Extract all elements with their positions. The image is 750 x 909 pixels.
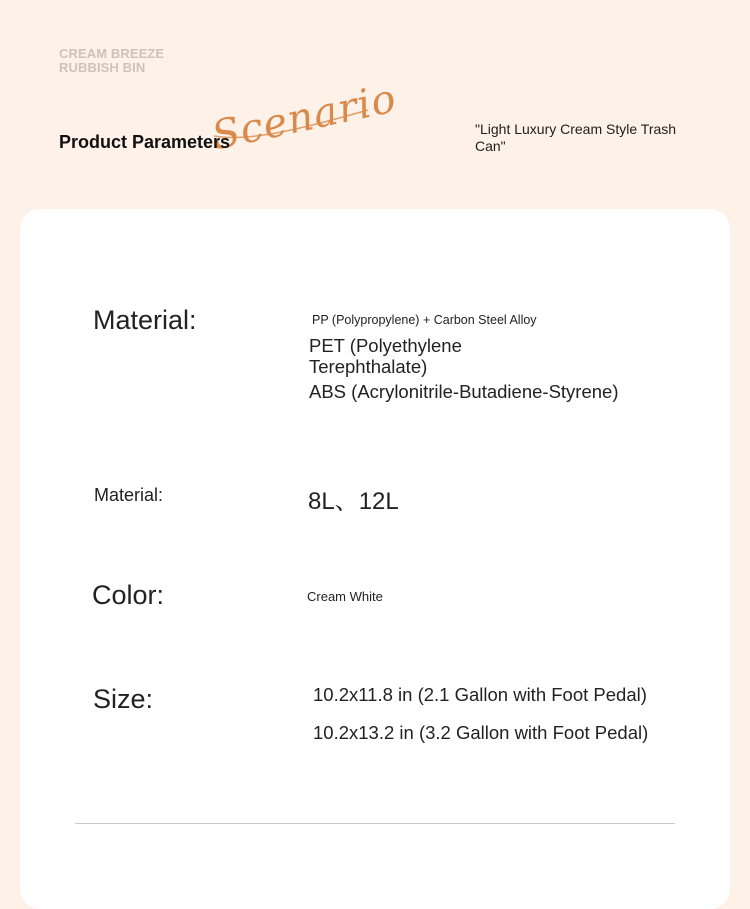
color-value: Cream White bbox=[307, 589, 383, 604]
scenario-script-logo bbox=[208, 75, 401, 160]
material-value-2a: PET (Polyethylene bbox=[309, 335, 462, 356]
material-value-2b: Terephthalate) bbox=[309, 356, 428, 377]
size-value-1: 10.2x11.8 in (2.1 Gallon with Foot Pedal) bbox=[313, 684, 647, 705]
divider bbox=[75, 823, 675, 824]
page-title: Product Parameters bbox=[59, 132, 231, 152]
brand-name bbox=[59, 47, 164, 75]
color-label: Color: bbox=[92, 580, 165, 610]
capacity-value: 8L、12L bbox=[308, 488, 399, 515]
size-label: Size: bbox=[93, 684, 154, 714]
tagline: "Light Luxury Cream Style Trash Can" bbox=[475, 121, 677, 154]
capacity-label: Material: bbox=[94, 485, 164, 505]
spec-card bbox=[20, 209, 730, 909]
brand-line-2: RUBBISH BIN bbox=[59, 60, 146, 75]
brand-line-1: CREAM BREEZE bbox=[59, 46, 165, 61]
scenario-script-text: Scenario bbox=[208, 75, 401, 160]
material-value-1: PP (Polypropylene) + Carbon Steel Alloy bbox=[312, 313, 537, 327]
material-value-3: ABS (Acrylonitrile-Butadiene-Styrene) bbox=[309, 381, 619, 402]
material-label: Material: bbox=[93, 305, 197, 335]
size-value-2: 10.2x13.2 in (3.2 Gallon with Foot Pedal) bbox=[313, 722, 649, 743]
